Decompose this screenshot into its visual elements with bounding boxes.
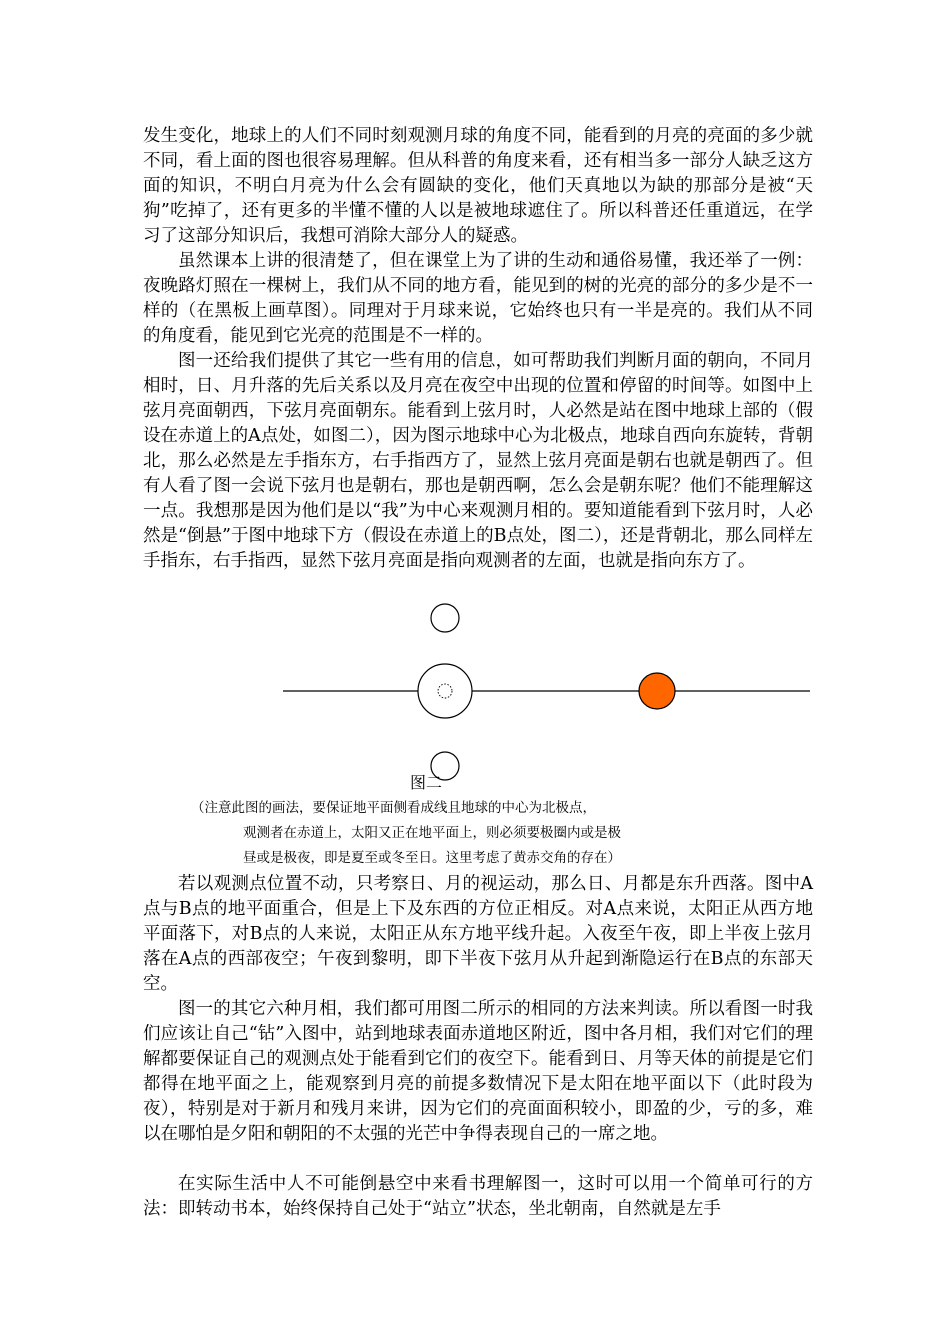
paragraph-4: 若以观测点位置不动，只考察日、月的视运动，那么日、月都是东升西落。图中A点与B点的地平面重合，但是上下及东西的方位正相反。对A点来说，太阳正从西方地平面落下，对B点的人来说，太阳正从东方地平线升起。入夜至午夜，即上半夜上弦月落在A点的西部夜空；午夜到黎明，即下半夜下弦月从升起到渐隐运行在B点的东部天空。 bbox=[143, 874, 813, 994]
paragraph-2: 虽然课本上讲的很清楚了，但在课堂上为了讲的生动和通俗易懂，我还举了一例：夜晚路灯照在一棵树上，我们从不同的地方看，能见到的树的光亮的部分的多少是不一样的（在黑板上画草图）。同理对于月球来说，它始终也只有一半是亮的。我们从不同的角度看，能见到它光亮的范围是不一样的。 bbox=[143, 251, 813, 346]
figure-note-line-3: 昼或是极夜，即是夏至或冬至日。这里考虑了黄赤交角的存在） bbox=[243, 850, 621, 866]
paragraph-3: 图一还给我们提供了其它一些有用的信息，如可帮助我们判断月面的朝向，不同月相时，日、月升落的先后关系以及月亮在夜空中出现的位置和停留的时间等。如图中上弦月亮面朝西，下弦月亮面朝东。能看到上弦月时，人必然是站在图中地球上部的（假设在赤道上的A点处，如图二），因为图示地球中心为北极点，地球自西向东旋转，背朝北，那么必然是左手指东方，右手指西方了，显然上弦月亮面是朝右也就是朝西了。但有人看了图一会说下弦月也是朝右，那也是朝西啊，怎么会是朝东呢？他们不能理解这一点。我想那是因为他们是以“我”为中心来观测月相的。要知道能看到下弦月时，人必然是“倒悬”于图中地球下方（假设在赤道上的B点处，图二），还是背朝北，那么同样左手指东，右手指西，显然下弦月亮面是指向观测者的左面，也就是指向东方了。 bbox=[143, 351, 813, 571]
figure-note-line-2: 观测者在赤道上，太阳又正在地平面上，则必须要极圈内或是极 bbox=[243, 825, 621, 841]
paragraph-6: 在实际生活中人不可能倒悬空中来看书理解图一，这时可以用一个简单可行的方法：即转动书本，始终保持自己处于“站立”状态，坐北朝南，自然就是左手 bbox=[143, 1174, 813, 1219]
figure-caption: 图二 bbox=[410, 773, 443, 792]
sun-circle bbox=[639, 673, 675, 709]
paragraph-5: 图一的其它六种月相，我们都可用图二所示的相同的方法来判读。所以看图一时我们应该让自己“钻”入图中，站到地球表面赤道地区附近，图中各月相，我们对它们的理解都要保证自己的观测点处于能看到它们的夜空下。能看到日、月等天体的前提是它们都得在地平面之上，能观察到月亮的前提多数情况下是太阳在地平面以下（此时段为夜），特别是对于新月和残月来讲，因为它们的亮面面积较小，即盈的少，亏的多，难以在哪怕是夕阳和朝阳的不太强的光芒中争得表现自己的一席之地。 bbox=[143, 999, 813, 1144]
earth-circle bbox=[418, 664, 472, 718]
paragraph-1: 发生变化，地球上的人们不同时刻观测月球的角度不同，能看到的月亮的亮面的多少就不同，看上面的图也很容易理解。但从科普的角度来看，还有相当多一部分人缺乏这方面的知识，不明白月亮为什么会有圆缺的变化，他们天真地以为缺的那部分是被“天狗”吃掉了，还有更多的半懂不懂的人以是被地球遮住了。所以科普还任重道远，在学习了这部分知识后，我想可消除大部分人的疑惑。 bbox=[143, 126, 813, 246]
moon-top-circle bbox=[431, 604, 459, 632]
figure-note-line-1: （注意此图的画法，要保证地平面侧看成线且地球的中心为北极点， bbox=[191, 800, 596, 816]
